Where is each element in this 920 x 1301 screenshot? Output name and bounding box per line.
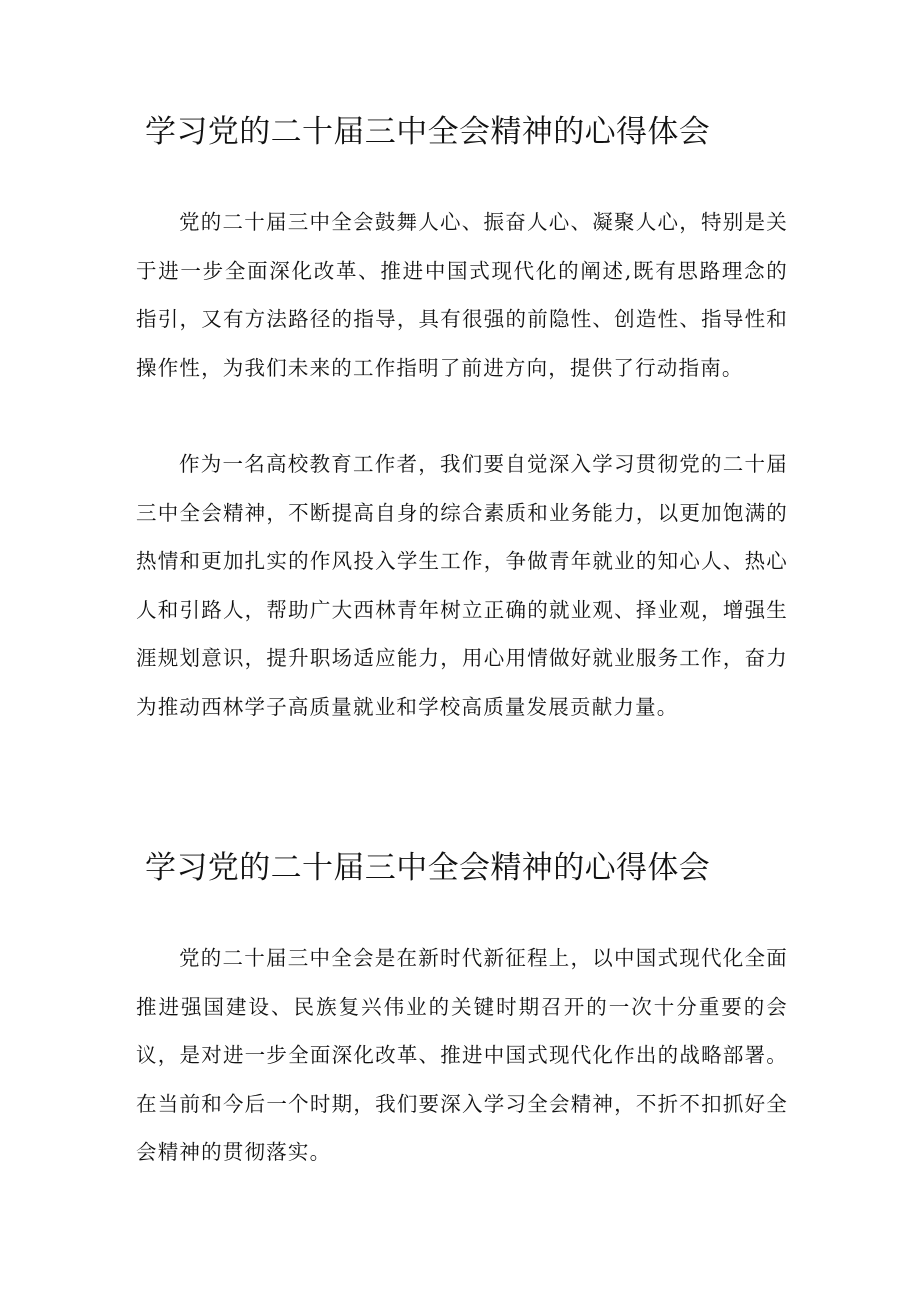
section-1-paragraph-1: 党的二十届三中全会鼓舞人心、振奋人心、凝聚人心，特别是关于进一步全面深化改革、推进中国式现代化的阐述,既有思路理念的指引，又有方法路径的指导，具有很强的前隐性、创造性、指导性和操作性，为我们未来的工作指明了前进方向，提供了行动指南。 <box>136 210 788 380</box>
section-2-paragraph-1: 党的二十届三中全会是在新时代新征程上，以中国式现代化全面推进强国建设、民族复兴伟业的关键时期召开的一次十分重要的会议，是对进一步全面深化改革、推进中国式现代化作出的战略部署。在当前和今后一个时期，我们要深入学习全会精神，不折不扣抓好全会精神的贯彻落实。 <box>136 946 788 1164</box>
section-2-title: 学习党的二十届三中全会精神的心得体会 <box>145 850 711 886</box>
section-1-title: 学习党的二十届三中全会精神的心得体会 <box>145 114 711 150</box>
section-1-paragraph-2: 作为一名高校教育工作者，我们要自觉深入学习贯彻党的二十届三中全会精神，不断提高自身的综合素质和业务能力，以更加饱满的热情和更加扎实的作风投入学生工作，争做青年就业的知心人、热心人和引路人，帮助广大西林青年树立正确的就业观、择业观，增强生涯规划意识，提升职场适应能力，用心用情做好就业服务工作，奋力为推动西林学子高质量就业和学校高质量发展贡献力量。 <box>136 452 788 719</box>
